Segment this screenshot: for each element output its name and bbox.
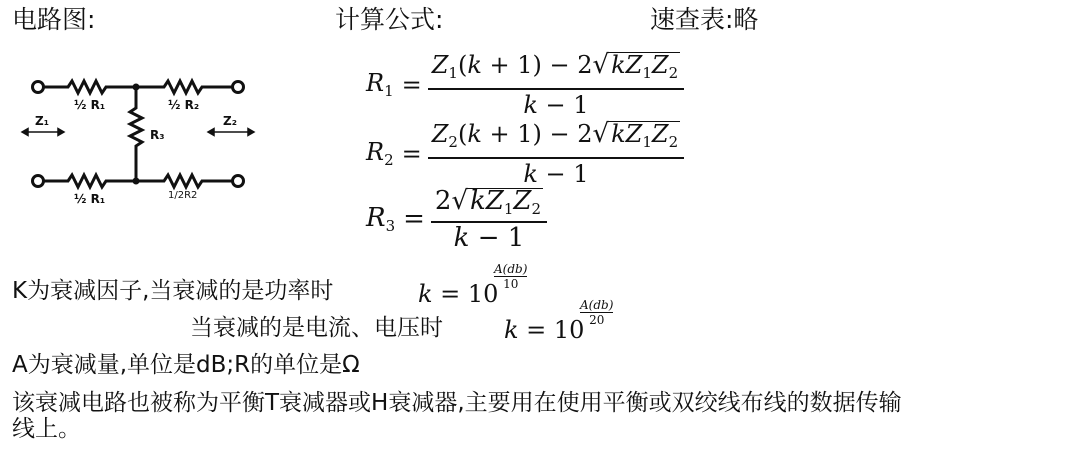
k-power-formula: k = 10 A(db) 10 <box>418 262 528 308</box>
label-half-r1-top: ½ R₁ <box>74 98 106 112</box>
circuit-heading: 电路图: <box>12 5 96 34</box>
units-description: A为衰减量,单位是dB;R的单位是Ω <box>12 352 360 378</box>
node-bottom <box>133 178 140 185</box>
node-top <box>133 84 140 91</box>
formula-r2: $R_2$ = $\frac{Z_2(k + 1) - 2√kZ_1Z_2}{k - 1}$ <box>366 119 684 189</box>
label-z2: Z₂ <box>223 114 237 128</box>
formula-heading: 计算公式: <box>335 5 444 34</box>
quick-table-heading: 速查表:略 <box>650 5 759 34</box>
k-voltage-description: 当衰减的是电流、电压时 <box>190 315 443 341</box>
formula-r3: $R_3$ = $\frac{2√kZ_1Z_2}{k - 1}$ <box>366 186 547 253</box>
label-half-r1-bot: ½ R₁ <box>74 192 106 206</box>
terminal-top-left <box>33 82 44 93</box>
k-power-description: K为衰减因子,当衰减的是功率时 <box>12 278 334 304</box>
label-r3: R₃ <box>150 128 165 142</box>
terminal-bot-right <box>233 176 244 187</box>
label-half-r2-top: ½ R₂ <box>168 98 200 112</box>
resistor-r3 <box>130 87 142 181</box>
terminal-top-right <box>233 82 244 93</box>
label-z1: Z₁ <box>35 114 49 128</box>
attenuator-description-line1: 该衰减电路也被称为平衡T衰减器或H衰减器,主要用在使用平衡或双绞线布线的数据传输 <box>12 390 902 416</box>
h-attenuator-circuit-diagram <box>18 60 278 220</box>
attenuator-description-line2: 线上。 <box>12 416 81 442</box>
terminal-bot-left <box>33 176 44 187</box>
label-half-r2-bot: 1/2R2 <box>168 190 198 201</box>
formula-r1: $R_1$ = $\frac{Z_1(k + 1) - 2√kZ_1Z_2}{k - 1}$ <box>366 50 684 120</box>
k-voltage-formula: k = 10 A(db) 20 <box>504 298 614 344</box>
